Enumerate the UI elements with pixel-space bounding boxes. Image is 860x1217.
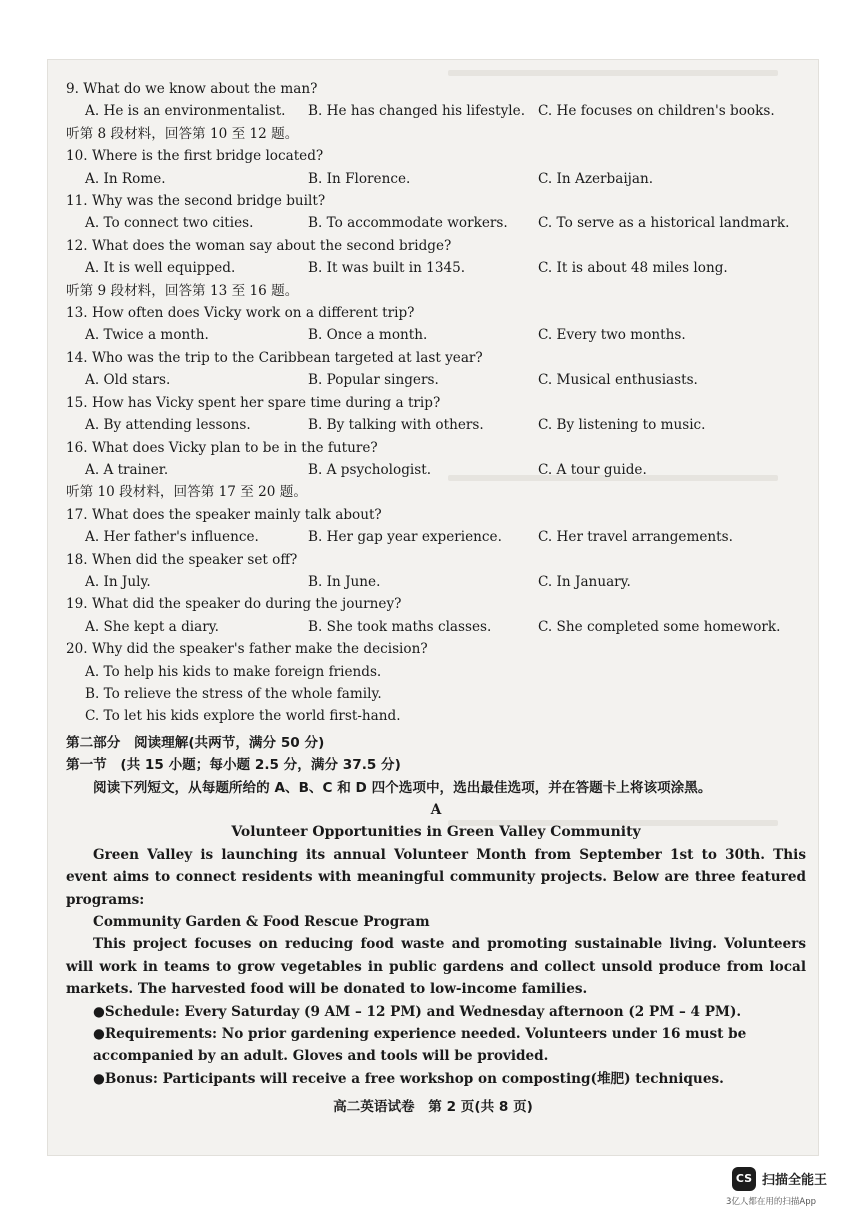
option-c: C. He focuses on children's books. [538, 103, 775, 120]
option-a: A. In July. [85, 573, 151, 590]
option-a: A. To connect two cities. [85, 215, 254, 232]
options [66, 414, 806, 436]
question-14 [66, 347, 806, 392]
option-b: B. Popular singers. [308, 372, 439, 389]
options [66, 571, 806, 593]
option-b: B. She took maths classes. [308, 618, 492, 635]
question-20 [66, 638, 806, 728]
options [66, 459, 806, 481]
question-stem: 9. What do we know about the man? [66, 81, 318, 97]
option-c: C. In January. [538, 573, 631, 590]
exam-page [48, 60, 818, 1155]
question-stem: 16. What does Vicky plan to be in the future? [66, 439, 378, 456]
question-stem: 18. When did the speaker set off? [66, 551, 298, 568]
options [66, 257, 806, 279]
listening-instruction: 听第 9 段材料，回答第 13 至 16 题。 [66, 282, 299, 299]
program-description: This project focuses on reducing food waste and promoting sustainable living. Volunteers will work in teams to grow vegetables in public gardens and collect unsold produce from local markets. The harvested food will be donated to low-income families. [66, 936, 806, 998]
question-13 [66, 302, 806, 347]
camscanner-logo-icon: CS [732, 1167, 756, 1191]
question-stem: 17. What does the speaker mainly talk about? [66, 506, 382, 523]
question-stem: 14. Who was the trip to the Caribbean targeted at last year? [66, 349, 483, 366]
scanner-watermark [726, 1165, 842, 1209]
reading-instruction: 阅读下列短文，从每题所给的 A、B、C 和 D 四个选项中，选出最佳选项，并在答题卡上将该项涂黑。 [93, 779, 712, 796]
option-a: A. Twice a month. [85, 327, 209, 344]
option-a: A. To help his kids to make foreign friends. [85, 663, 382, 680]
question-16 [66, 437, 806, 482]
option-c: C. Every two months. [538, 327, 686, 344]
question-stem: 19. What did the speaker do during the journey? [66, 596, 402, 613]
question-stem: 15. How has Vicky spent her spare time during a trip? [66, 394, 441, 411]
question-stem: 10. Where is the first bridge located? [66, 148, 324, 165]
question-11 [66, 190, 806, 235]
question-stem: 11. Why was the second bridge built? [66, 193, 326, 210]
passage-intro: Green Valley is launching its annual Volunteer Month from September 1st to 30th. This event aims to connect residents with meaningful community projects. Below are three featured programs: [66, 846, 806, 908]
option-c: C. She completed some homework. [538, 618, 781, 635]
bullet-schedule: ●Schedule: Every Saturday (9 AM – 12 PM) and Wednesday afternoon (2 PM – 4 PM). [93, 1003, 742, 1020]
option-a: A. She kept a diary. [85, 618, 219, 635]
options [66, 168, 806, 190]
listening-instruction: 听第 10 段材料，回答第 17 至 20 题。 [66, 484, 307, 501]
program-title: Community Garden & Food Rescue Program [93, 914, 430, 931]
option-c: C. To let his kids explore the world first-hand. [85, 708, 401, 725]
question-18 [66, 549, 806, 594]
option-c: C. In Azerbaijan. [538, 170, 654, 187]
options [66, 212, 806, 234]
question-19 [66, 593, 806, 638]
question-10 [66, 145, 806, 190]
options [66, 100, 806, 122]
option-b: B. He has changed his lifestyle. [308, 103, 526, 120]
option-b: B. To accommodate workers. [308, 215, 508, 232]
option-b: B. A psychologist. [308, 461, 432, 478]
page-content [66, 78, 806, 1090]
option-a: A. By attending lessons. [85, 417, 251, 434]
option-c: C. Musical enthusiasts. [538, 372, 698, 389]
question-stem: 12. What does the woman say about the second bridge? [66, 237, 452, 254]
watermark-app-name: 扫描全能王 [762, 1173, 828, 1188]
option-a: A. Her father's influence. [85, 529, 259, 546]
options [66, 526, 806, 548]
option-a: A. In Rome. [85, 170, 166, 187]
options [66, 324, 806, 346]
section-one-title: 第一节 (共 15 小题；每小题 2.5 分，满分 37.5 分) [66, 757, 401, 774]
question-17 [66, 504, 806, 549]
question-stem: 13. How often does Vicky work on a different trip? [66, 305, 415, 322]
passage-title: Volunteer Opportunities in Green Valley Community [231, 824, 641, 841]
option-b: B. In June. [308, 573, 381, 590]
option-b: B. Once a month. [308, 327, 428, 344]
option-c: C. To serve as a historical landmark. [538, 215, 790, 232]
watermark-tagline: 3亿人都在用的扫描App [726, 1197, 817, 1207]
option-a: A. He is an environmentalist. [85, 103, 286, 120]
option-c: C. Her travel arrangements. [538, 529, 733, 546]
question-9 [66, 78, 806, 123]
option-c: C. A tour guide. [538, 461, 647, 478]
option-b: B. By talking with others. [308, 417, 484, 434]
page-footer: 高二英语试卷 第 2 页(共 8 页) [333, 1099, 533, 1115]
question-12 [66, 235, 806, 280]
listening-instruction: 听第 8 段材料，回答第 10 至 12 题。 [66, 125, 299, 142]
options [66, 369, 806, 391]
question-15 [66, 392, 806, 437]
option-b: B. To relieve the stress of the whole family. [85, 685, 382, 702]
question-stem: 20. Why did the speaker's father make the decision? [66, 641, 428, 658]
bleed-through [448, 70, 778, 76]
passage-letter: A [430, 802, 442, 818]
option-b: B. In Florence. [308, 170, 411, 187]
option-c: C. By listening to music. [538, 417, 706, 434]
option-a: A. A trainer. [85, 461, 169, 478]
option-b: B. It was built in 1345. [308, 260, 466, 277]
bullet-requirements: ●Requirements: No prior gardening experience needed. Volunteers under 16 must be accompanied by an adult. Gloves and tools will be provided. [93, 1026, 747, 1065]
part-two-title: 第二部分 阅读理解(共两节，满分 50 分) [66, 734, 325, 751]
option-b: B. Her gap year experience. [308, 529, 502, 546]
option-a: A. Old stars. [85, 372, 171, 389]
option-a: A. It is well equipped. [85, 260, 236, 277]
options [66, 616, 806, 638]
bullet-bonus: ●Bonus: Participants will receive a free workshop on composting(堆肥) techniques. [93, 1070, 724, 1087]
option-c: C. It is about 48 miles long. [538, 260, 728, 277]
